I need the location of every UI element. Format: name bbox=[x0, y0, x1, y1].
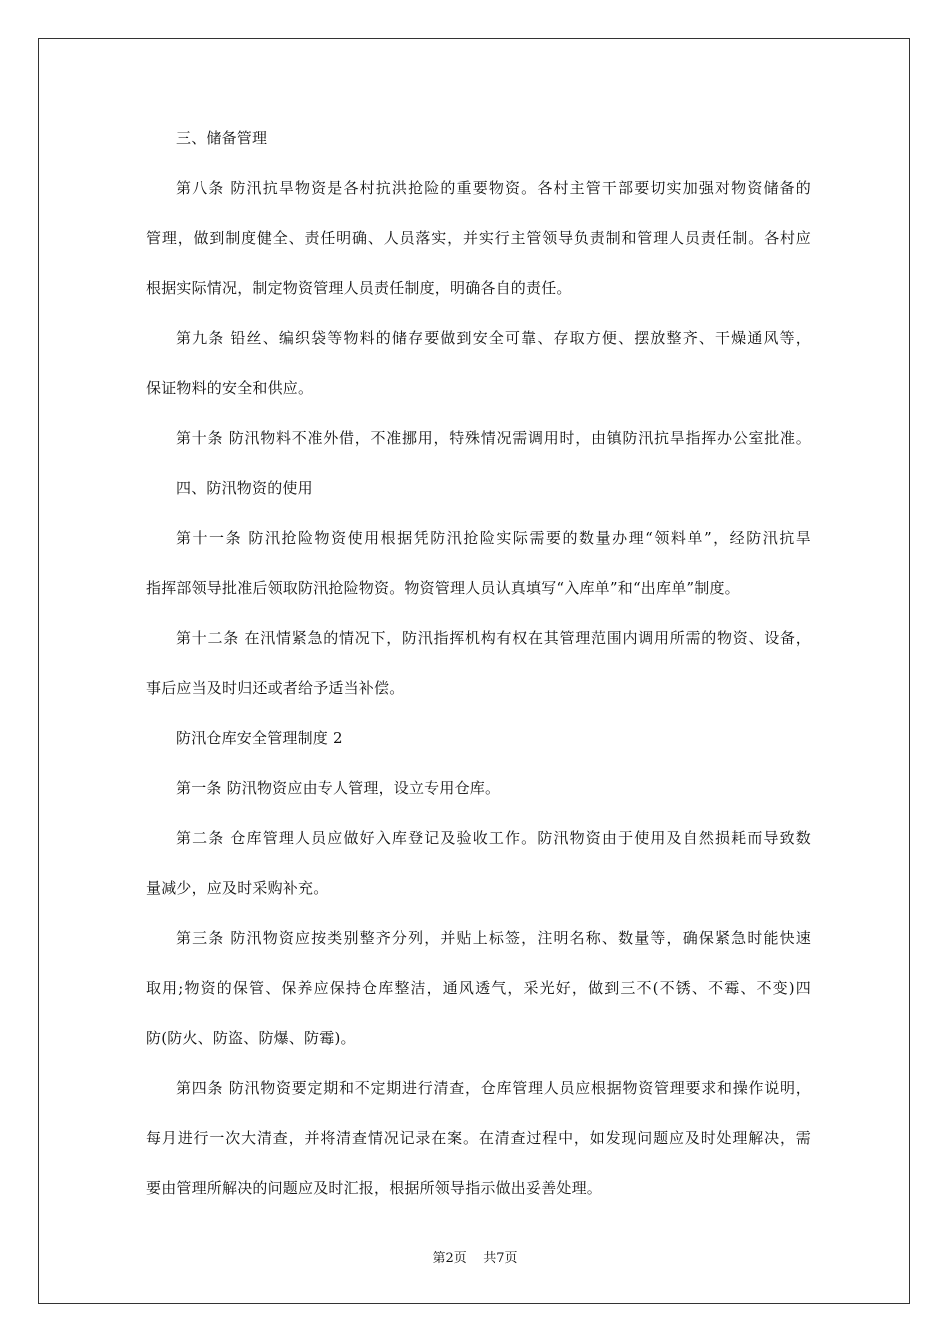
paragraph-line: 每月进行一次大清查，并将清查情况记录在案。在清查过程中，如发现问题应及时处理解决，需 bbox=[146, 1129, 811, 1147]
paragraph-line: 取用;物资的保管、保养应保持仓库整洁，通风透气，采光好，做到三不(不锈、不霉、不变)四 bbox=[146, 979, 811, 997]
paragraph-line: 第九条 铅丝、编织袋等物料的储存要做到安全可靠、存取方便、摆放整齐、干燥通风等， bbox=[176, 329, 811, 347]
paragraph-line: 防(防火、防盗、防爆、防霉)。 bbox=[146, 1029, 356, 1047]
page-number: 第2页 bbox=[432, 1251, 467, 1266]
section-heading-storage: 三、储备管理 bbox=[176, 129, 268, 147]
paragraph-line: 第十一条 防汛抢险物资使用根据凭防汛抢险实际需要的数量办理“领料单”，经防汛抗旱 bbox=[176, 529, 811, 547]
paragraph-line: 第八条 防汛抗旱物资是各村抗洪抢险的重要物资。各村主管干部要切实加强对物资储备的 bbox=[176, 179, 811, 197]
paragraph-line: 第三条 防汛物资应按类别整齐分列，并贴上标签，注明名称、数量等，确保紧急时能快速 bbox=[176, 929, 811, 947]
paragraph-line: 第十条 防汛物料不准外借，不准挪用，特殊情况需调用时，由镇防汛抗旱指挥办公室批准。 bbox=[176, 429, 811, 447]
paragraph-line: 第四条 防汛物资要定期和不定期进行清查，仓库管理人员应根据物资管理要求和操作说明， bbox=[176, 1079, 811, 1097]
paragraph-line: 要由管理所解决的问题应及时汇报，根据所领导指示做出妥善处理。 bbox=[146, 1179, 603, 1197]
document-subtitle: 防汛仓库安全管理制度 2 bbox=[176, 729, 343, 747]
paragraph-line: 量减少，应及时采购补充。 bbox=[146, 879, 329, 897]
page-footer bbox=[0, 1250, 950, 1268]
paragraph-line: 第一条 防汛物资应由专人管理，设立专用仓库。 bbox=[176, 779, 501, 797]
paragraph-line: 事后应当及时归还或者给予适当补偿。 bbox=[146, 679, 405, 697]
section-heading-usage: 四、防汛物资的使用 bbox=[176, 479, 313, 497]
paragraph-line: 管理，做到制度健全、责任明确、人员落实，并实行主管领导负责制和管理人员责任制。各村应 bbox=[146, 229, 811, 247]
paragraph-line: 根据实际情况，制定物资管理人员责任制度，明确各自的责任。 bbox=[146, 279, 572, 297]
paragraph-line: 第二条 仓库管理人员应做好入库登记及验收工作。防汛物资由于使用及自然损耗而导致数 bbox=[176, 829, 811, 847]
paragraph-line: 第十二条 在汛情紧急的情况下，防汛指挥机构有权在其管理范围内调用所需的物资、设备， bbox=[176, 629, 811, 647]
paragraph-line: 指挥部领导批准后领取防汛抢险物资。物资管理人员认真填写“入库单”和“出库单”制度。 bbox=[146, 579, 740, 597]
paragraph-line: 保证物料的安全和供应。 bbox=[146, 379, 314, 397]
page-total: 共7页 bbox=[483, 1251, 518, 1266]
